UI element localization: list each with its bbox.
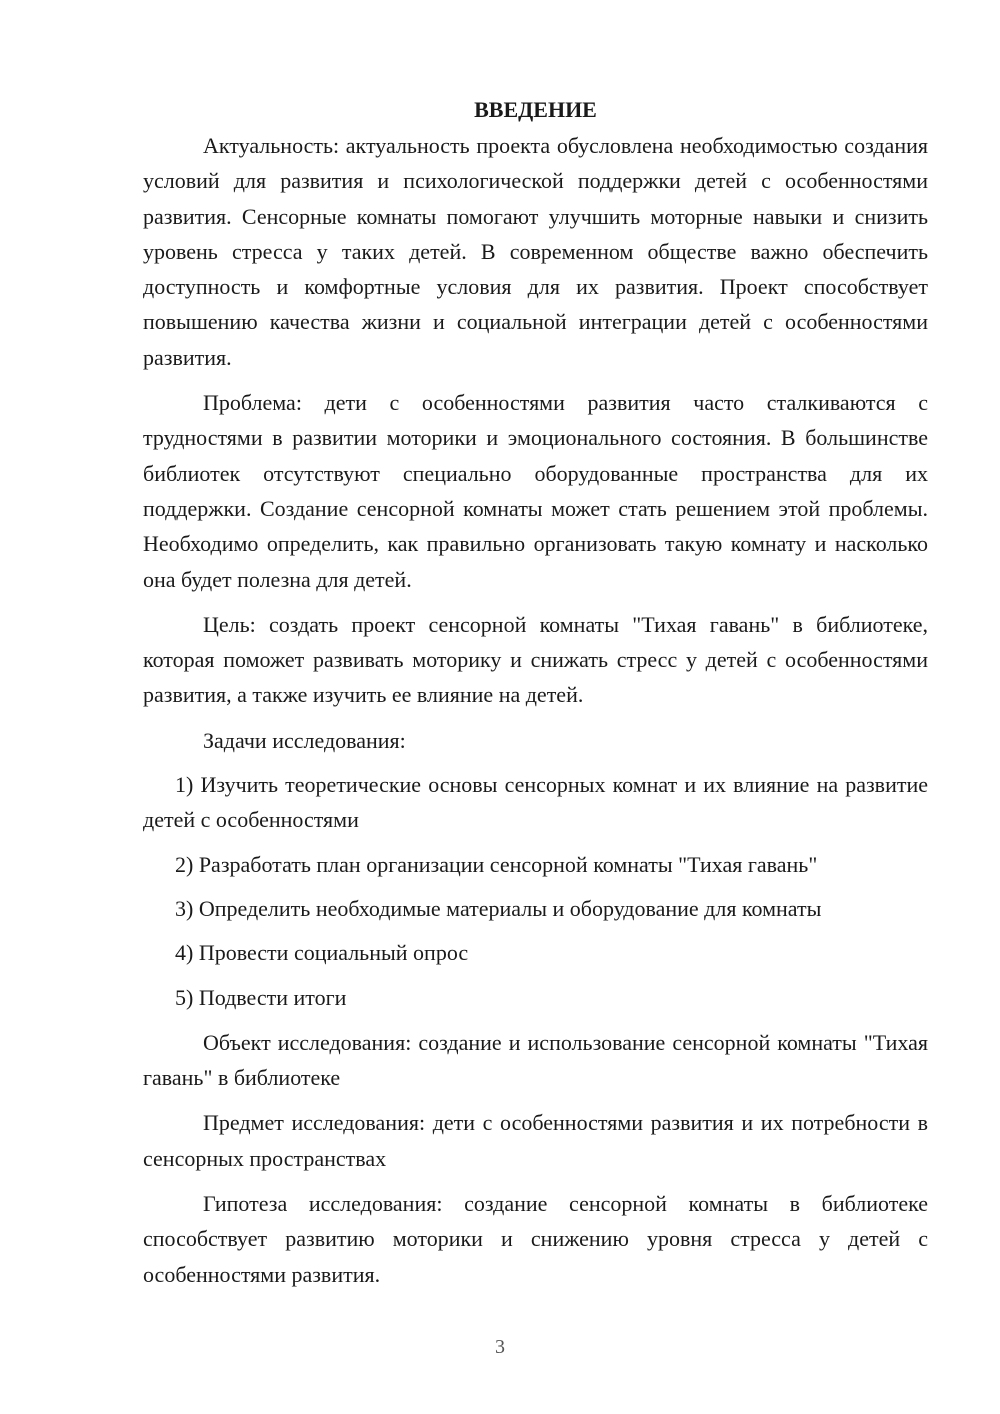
paragraph-problem: Проблема: дети с особенностями развития часто сталкиваются с трудностями в развитии моторики и эмоционального состояния. В большинстве библиотек отсутствуют специально оборудованные пространства для их поддержки. Создание сенсорной комнаты может стать решением этой проблемы. Необходимо определить, как правильно организовать такую комнату и насколько она будет полезна для детей.: [143, 390, 928, 592]
page-number: 3: [495, 1336, 505, 1358]
list-item: 5) Подвести итоги: [175, 984, 347, 1010]
list-item: 4) Провести социальный опрос: [175, 940, 469, 966]
paragraph-subject: Предмет исследования: дети с особенностями развития и их потребности в сенсорных пространствах: [143, 1110, 928, 1171]
page-title: ВВЕДЕНИЕ: [474, 97, 597, 122]
document-page: [143, 96, 928, 1292]
paragraph-hypothesis: Гипотеза исследования: создание сенсорной комнаты в библиотеке способствует развитию моторики и снижению уровня стресса у детей с особенностями развития.: [143, 1191, 928, 1287]
list-item: 1) Изучить теоретические основы сенсорных комнат и их влияние на развитие детей с особенностями: [143, 772, 928, 833]
list-item: 2) Разработать план организации сенсорной комнаты "Тихая гавань": [175, 851, 818, 877]
list-item: 3) Определить необходимые материалы и оборудование для комнаты: [175, 895, 822, 921]
tasks-list: [143, 767, 928, 1015]
paragraph-relevance: Актуальность: актуальность проекта обусловлена необходимостью создания условий для развития и психологической поддержки детей с особенностями развития. Сенсорные комнаты помогают улучшить моторные навыки и снизить уровень стресса у таких детей. В современном обществе важно обеспечить доступность и комфортные условия для их развития. Проект способствует повышению качества жизни и социальной интеграции детей с особенностями развития.: [143, 133, 928, 370]
tasks-heading: Задачи исследования:: [203, 727, 406, 753]
paragraph-object: Объект исследования: создание и использование сенсорной комнаты "Тихая гавань" в библиотеке: [143, 1029, 928, 1091]
paragraph-goal: Цель: создать проект сенсорной комнаты "Тихая гавань" в библиотеке, которая поможет развивать моторику и снижать стресс у детей с особенностями развития, а также изучить ее влияние на детей.: [143, 611, 928, 708]
